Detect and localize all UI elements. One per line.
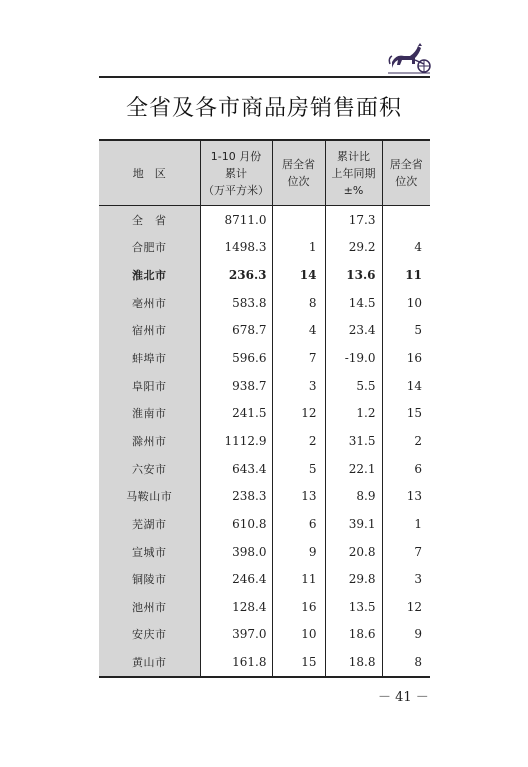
rank-sales-cell: 16	[272, 593, 325, 621]
rank-yoy-cell: 4	[414, 240, 422, 255]
region-cell: 阜阳市	[99, 372, 200, 400]
region-cell: 铜陵市	[99, 565, 200, 593]
yoy-cell: 18.8	[325, 648, 382, 676]
table-row	[99, 482, 430, 510]
rank-yoy-cell: 7	[414, 544, 422, 559]
rank-sales-cell: 5	[272, 455, 325, 483]
header-sales-line1: 1-10 月份	[210, 149, 262, 163]
yoy-cell: 29.8	[325, 565, 382, 593]
yoy-cell: 14.5	[325, 289, 382, 317]
table-row	[99, 538, 430, 566]
rank-yoy-cell: 6	[414, 461, 422, 476]
sales-cell: 236.3	[200, 261, 272, 289]
rank-sales-cell: 15	[272, 648, 325, 676]
header-sales-line3: （万平方米）	[203, 183, 269, 197]
yoy-cell: -19.0	[325, 344, 382, 372]
region-cell: 宿州市	[99, 317, 200, 345]
region-cell: 淮北市	[99, 261, 200, 289]
table-row	[99, 234, 430, 262]
sales-cell: 161.8	[200, 648, 272, 676]
rank-sales-cell	[272, 206, 325, 234]
sales-cell: 938.7	[200, 372, 272, 400]
sales-cell: 610.8	[200, 510, 272, 538]
sales-cell: 128.4	[200, 593, 272, 621]
table-row	[99, 399, 430, 427]
sales-cell: 678.7	[200, 317, 272, 345]
sales-cell: 643.4	[200, 455, 272, 483]
header-rank-sales-line2: 位次	[287, 175, 310, 188]
rank-yoy-cell: 8	[414, 655, 422, 670]
rank-sales-cell: 14	[272, 261, 325, 289]
header-rule	[99, 76, 430, 78]
rank-sales-cell: 10	[272, 621, 325, 649]
header-rank-yoy	[382, 141, 430, 206]
sales-cell: 1112.9	[200, 427, 272, 455]
rank-yoy-cell: 2	[414, 433, 422, 448]
sales-cell: 8711.0	[200, 206, 272, 234]
table-row	[99, 344, 430, 372]
table-row	[99, 372, 430, 400]
region-cell: 全 省	[99, 206, 200, 234]
yoy-cell: 8.9	[325, 482, 382, 510]
horse-carriage-logo-icon	[386, 42, 432, 76]
header-region	[99, 141, 200, 206]
rank-yoy-cell: 16	[406, 351, 422, 366]
yoy-cell: 22.1	[325, 455, 382, 483]
rank-sales-cell: 9	[272, 538, 325, 566]
yoy-cell: 5.5	[325, 372, 382, 400]
rank-yoy-cell: 14	[406, 378, 422, 393]
table-row	[99, 648, 430, 676]
yoy-cell: 39.1	[325, 510, 382, 538]
header-yoy	[325, 141, 382, 206]
region-cell: 淮南市	[99, 399, 200, 427]
table-row	[99, 289, 430, 317]
rank-sales-cell: 7	[272, 344, 325, 372]
region-cell: 合肥市	[99, 234, 200, 262]
header-region-label: 地 区	[132, 166, 166, 180]
table-row	[99, 621, 430, 649]
table-row	[99, 455, 430, 483]
header-sales	[200, 141, 272, 206]
rank-yoy-cell: 5	[414, 323, 422, 338]
rank-sales-cell: 2	[272, 427, 325, 455]
sales-cell: 583.8	[200, 289, 272, 317]
rank-yoy-cell: 12	[406, 599, 422, 614]
yoy-cell: 13.5	[325, 593, 382, 621]
table-bottom-rule	[99, 676, 430, 678]
header-yoy-line3: ±%	[343, 183, 364, 197]
table-row	[99, 206, 430, 234]
sales-cell: 246.4	[200, 565, 272, 593]
sales-cell: 596.6	[200, 344, 272, 372]
rank-sales-cell: 1	[272, 234, 325, 262]
yoy-cell: 23.4	[325, 317, 382, 345]
header-rank-sales	[272, 141, 325, 206]
header-yoy-line2: 上年同期	[331, 166, 376, 180]
region-cell: 滁州市	[99, 427, 200, 455]
region-cell: 亳州市	[99, 289, 200, 317]
sales-cell: 238.3	[200, 482, 272, 510]
sales-cell: 241.5	[200, 399, 272, 427]
yoy-cell: 31.5	[325, 427, 382, 455]
table-row-highlighted	[99, 261, 430, 289]
table-header-row	[99, 141, 430, 206]
rank-sales-cell: 11	[272, 565, 325, 593]
sales-cell: 1498.3	[200, 234, 272, 262]
region-cell: 芜湖市	[99, 510, 200, 538]
rank-yoy-cell: 3	[414, 572, 422, 587]
header-rank-sales-line1: 居全省	[282, 158, 315, 171]
region-cell: 蚌埠市	[99, 344, 200, 372]
rank-sales-cell: 4	[272, 317, 325, 345]
yoy-cell: 29.2	[325, 234, 382, 262]
rank-yoy-cell: 9	[414, 627, 422, 642]
table-row	[99, 427, 430, 455]
rank-sales-cell: 8	[272, 289, 325, 317]
sales-area-table	[99, 139, 430, 678]
yoy-cell: 18.6	[325, 621, 382, 649]
sales-cell: 398.0	[200, 538, 272, 566]
region-cell: 黄山市	[99, 648, 200, 676]
table-row	[99, 510, 430, 538]
rank-sales-cell: 12	[272, 399, 325, 427]
rank-yoy-cell	[382, 206, 430, 234]
header-rank-yoy-line2: 位次	[395, 175, 418, 188]
region-cell: 宣城市	[99, 538, 200, 566]
rank-sales-cell: 13	[272, 482, 325, 510]
region-cell: 池州市	[99, 593, 200, 621]
page-number: － 41 －	[378, 690, 429, 705]
rank-yoy-cell: 11	[405, 268, 422, 283]
table-row	[99, 593, 430, 621]
table-row	[99, 565, 430, 593]
yoy-cell: 20.8	[325, 538, 382, 566]
yoy-cell: 1.2	[325, 399, 382, 427]
region-cell: 安庆市	[99, 621, 200, 649]
rank-yoy-cell: 1	[414, 516, 422, 531]
region-cell: 马鞍山市	[99, 482, 200, 510]
rank-yoy-cell: 10	[406, 295, 422, 310]
page-title: 全省及各市商品房销售面积	[125, 96, 402, 121]
yoy-cell: 13.6	[325, 261, 382, 289]
rank-sales-cell: 6	[272, 510, 325, 538]
sales-cell: 397.0	[200, 621, 272, 649]
rank-yoy-cell: 13	[406, 489, 422, 504]
table-row	[99, 317, 430, 345]
yoy-cell: 17.3	[325, 206, 382, 234]
rank-yoy-cell: 15	[406, 406, 422, 421]
header-yoy-line1: 累计比	[337, 149, 370, 163]
header-sales-line2: 累计	[225, 166, 247, 180]
rank-sales-cell: 3	[272, 372, 325, 400]
region-cell: 六安市	[99, 455, 200, 483]
header-rank-yoy-line1: 居全省	[389, 158, 423, 171]
